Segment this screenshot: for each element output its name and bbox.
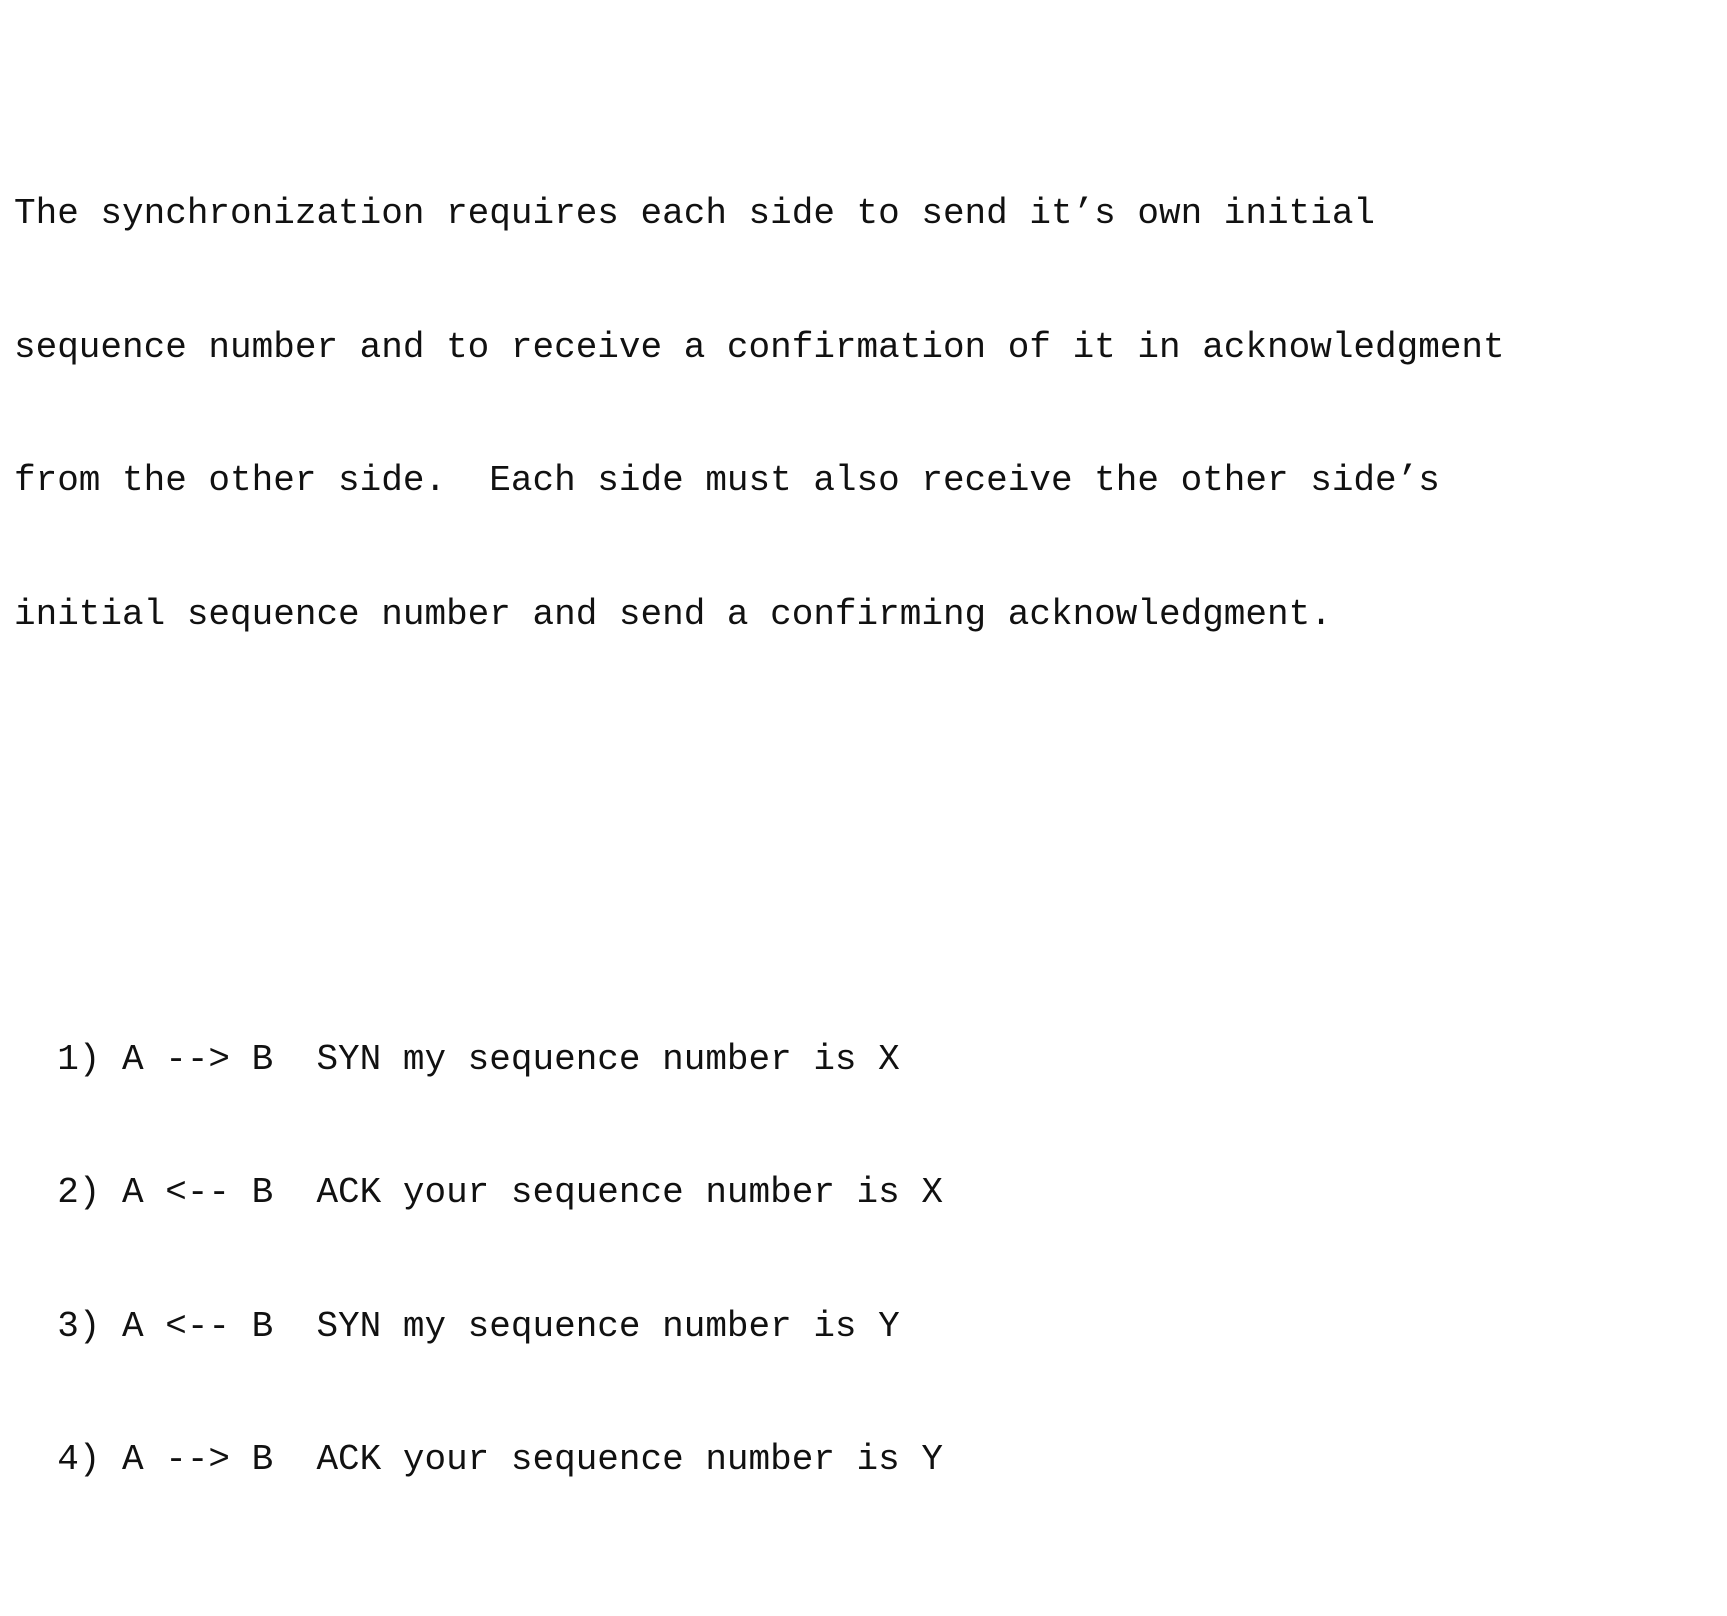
- intro-paragraph: [14, 103, 1505, 726]
- document-body: [14, 14, 1505, 1616]
- handshake-steps: [14, 949, 1505, 1572]
- paragraph-line: from the other side. Each side must also receive the other side’s: [14, 460, 1440, 501]
- handshake-step: 4) A --> B ACK your sequence number is Y: [14, 1439, 943, 1480]
- handshake-step: 1) A --> B SYN my sequence number is X: [14, 1038, 900, 1080]
- paragraph-line: The synchronization requires each side to send it’s own initial: [14, 193, 1376, 234]
- handshake-step: 2) A <-- B ACK your sequence number is X: [14, 1172, 943, 1213]
- handshake-step: 3) A <-- B SYN my sequence number is Y: [14, 1305, 900, 1347]
- paragraph-line: sequence number and to receive a confirmation of it in acknowledgment: [14, 326, 1505, 368]
- paragraph-line: initial sequence number and send a confirming acknowledgment.: [14, 593, 1332, 635]
- spacer: [14, 815, 1505, 860]
